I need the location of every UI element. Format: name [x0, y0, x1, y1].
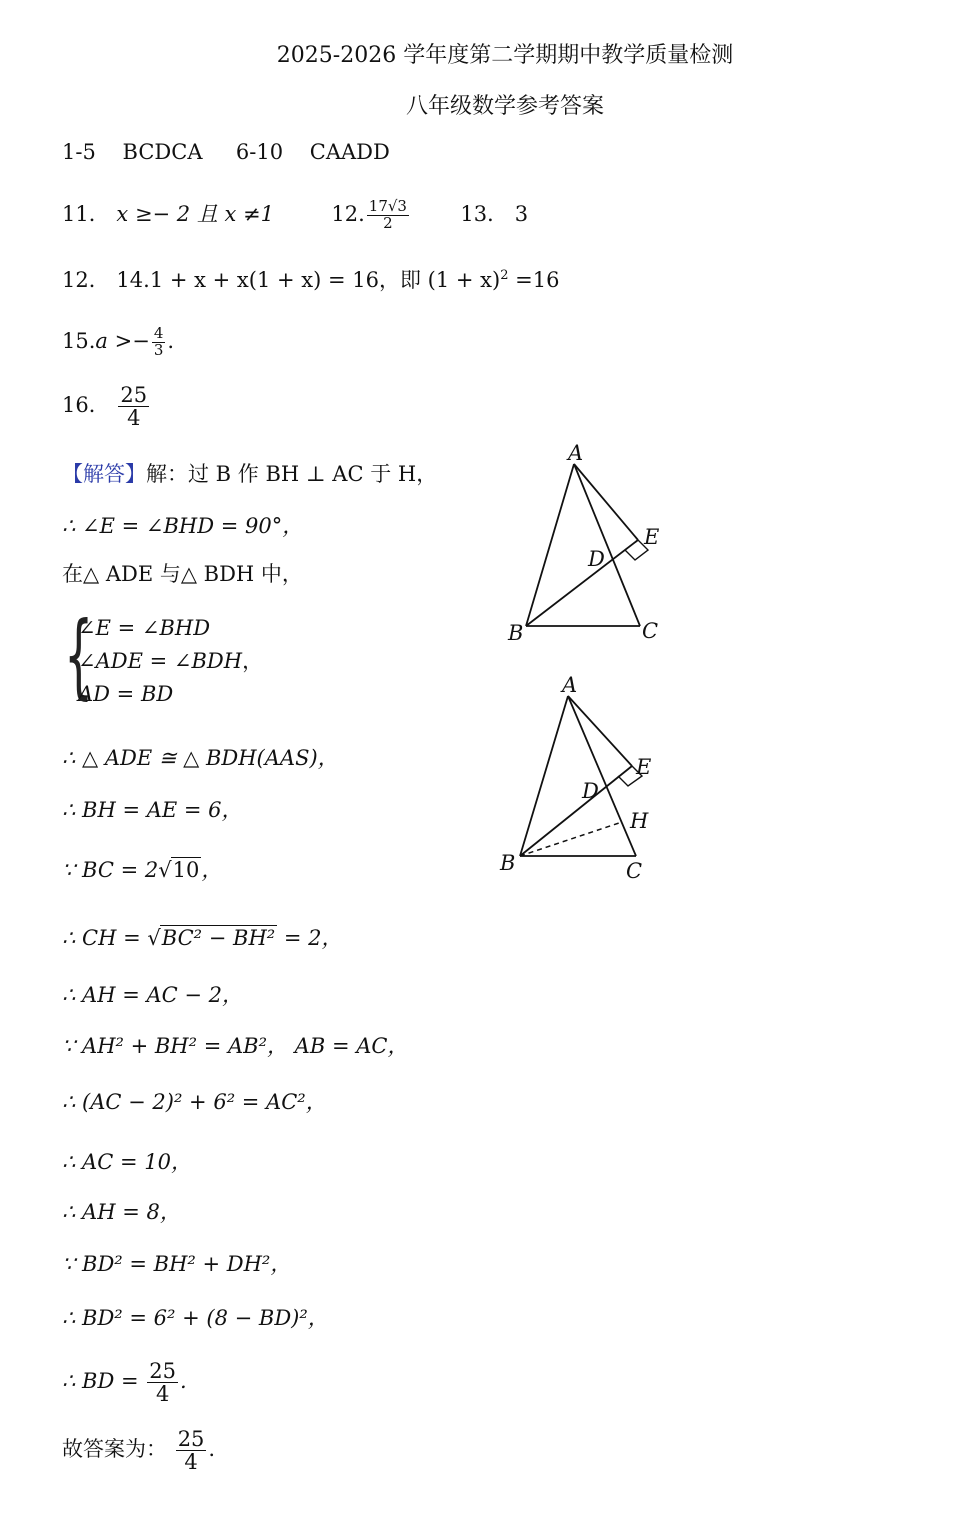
system-row-1: ∠E = ∠BHD [78, 616, 211, 640]
solution-line-1: ∴ ∠E = ∠BHD = 90°， [62, 514, 304, 538]
solution-line-5: ∵ BC = 2√10， [62, 858, 223, 882]
fig2-segment-bh-dashed [520, 822, 622, 856]
fig2-label-e: E [636, 755, 652, 779]
system-row-3: AD = BD [78, 682, 174, 706]
q14-equation: 14.1 + x + x(1 + x) = 16，即 (1 + x) [116, 268, 501, 292]
document-subtitle: 八年级数学参考答案 [405, 94, 604, 119]
final-answer-label: 故答案为： [62, 1437, 167, 1462]
answer-16 [62, 384, 151, 429]
triangle-figure-2 [490, 670, 690, 890]
fig2-label-d: D [582, 779, 599, 803]
system-row-2-comma: ， [242, 649, 264, 673]
left-brace: { [64, 602, 94, 709]
document-title: 2025-2026 学年度第二学期期中教学质量检测 [276, 43, 734, 68]
fig1-label-b: B [508, 621, 524, 645]
answer-14 [62, 264, 559, 294]
q14-number: 12． [62, 268, 110, 292]
answers-11-13 [62, 198, 528, 232]
fig1-segment-ae [574, 464, 638, 540]
q15-operator: >− [107, 328, 150, 353]
solution-intro [62, 458, 437, 488]
line-6-c: = 2， [277, 926, 343, 950]
solution-line-14 [62, 1360, 187, 1405]
q11-number: 11． [62, 202, 110, 226]
final-answer [62, 1428, 215, 1473]
solution-line-9: ∴ (AC − 2)² + 6² = AC²， [62, 1090, 327, 1114]
system-row-2-text: ∠ADE = ∠BDH [78, 649, 243, 673]
solution-line-8: ∵ AH² + BH² = AB²， AB = AC， [62, 1034, 409, 1058]
answer-15 [62, 326, 174, 359]
final-answer-end: . [208, 1437, 216, 1462]
q13-answer: 3 [514, 202, 529, 226]
line-14-a: ∴ BD = [62, 1369, 146, 1394]
solution-line-10: ∴ AC = 10， [62, 1150, 192, 1174]
choice-answers [62, 140, 390, 164]
solution-line-6: ∴ CH = √BC² − BH² = 2， [62, 926, 343, 950]
answers-1-5: BCDCA [122, 140, 203, 164]
q16-fraction [118, 384, 149, 429]
final-numerator: 25 [177, 1427, 205, 1451]
q11-answer: x ≥− 2 且 x ≠1 [116, 202, 274, 226]
fig2-label-h: H [630, 809, 649, 833]
fig2-label-a: A [562, 673, 578, 697]
q12a-numerator: 17√3 [368, 197, 407, 216]
fig2-label-b: B [500, 851, 516, 875]
q15-denominator: 3 [153, 340, 164, 359]
fig2-segment-ae [568, 696, 632, 766]
q15-end: . [167, 328, 175, 353]
system-row-2 [78, 645, 263, 678]
answers-6-10: CAADD [309, 140, 390, 164]
final-denominator: 4 [184, 1450, 198, 1475]
equation-system-rows [78, 612, 263, 711]
fig2-segment-ac [568, 696, 636, 856]
fig1-label-e: E [644, 525, 660, 549]
fig1-segment-be [526, 540, 638, 626]
q15-numerator: 4 [153, 324, 164, 342]
fig1-label-c: C [642, 619, 659, 643]
range-6-10: 6-10 [235, 140, 284, 164]
q16-number: 16． [62, 393, 110, 418]
solution-line-11: ∴ AH = 8， [62, 1200, 181, 1224]
fig1-segment-ab [526, 464, 574, 626]
range-1-5: 1-5 [62, 140, 96, 164]
q12a-fraction [367, 199, 409, 232]
fig1-label-a: A [568, 441, 584, 465]
solution-line-4: ∴ BH = AE = 6， [62, 798, 243, 822]
fig2-label-c: C [626, 859, 643, 883]
solution-line-2: 在△ ADE 与△ BDH 中， [62, 562, 303, 586]
line-6-radicand: BC² − BH² [161, 926, 276, 950]
q16-denominator: 4 [127, 406, 141, 431]
line-5-a: ∵ BC = 2 [62, 858, 159, 882]
final-answer-fraction [176, 1428, 207, 1473]
solution-intro-text: 解：过 B 作 BH ⊥ AC 于 H， [146, 462, 438, 486]
q13-number: 13． [460, 202, 509, 226]
solution-tag: 【解答】 [62, 462, 146, 486]
line-5-radicand: 10 [172, 858, 200, 882]
q12a-number: 12. [331, 202, 365, 226]
line-6-a: ∴ CH = [62, 926, 148, 950]
line-5-c: ， [201, 858, 223, 882]
q16-numerator: 25 [120, 383, 148, 407]
fig2-segment-be [520, 766, 632, 856]
triangle-figure-1 [490, 440, 690, 650]
solution-line-13: ∴ BD² = 6² + (8 − BD)²， [62, 1306, 329, 1330]
fig1-label-d: D [588, 547, 605, 571]
q15-fraction [152, 326, 166, 359]
line-14-numerator: 25 [149, 1359, 176, 1383]
line-14-fraction [147, 1360, 178, 1405]
q15-variable: a [95, 328, 108, 353]
q15-lead: 15. [62, 328, 96, 353]
solution-line-12: ∵ BD² = BH² + DH²， [62, 1252, 292, 1276]
q12a-denominator: 2 [383, 214, 393, 232]
line-14-end: . [180, 1369, 187, 1394]
q14-tail: =16 [508, 268, 560, 292]
line-14-denominator: 4 [155, 1382, 170, 1407]
solution-line-3: ∴ △ ADE ≅ △ BDH(AAS)， [62, 746, 339, 770]
solution-line-7: ∴ AH = AC − 2， [62, 983, 244, 1007]
fig2-segment-ab [520, 696, 568, 856]
q14-exponent: 2 [500, 268, 509, 283]
